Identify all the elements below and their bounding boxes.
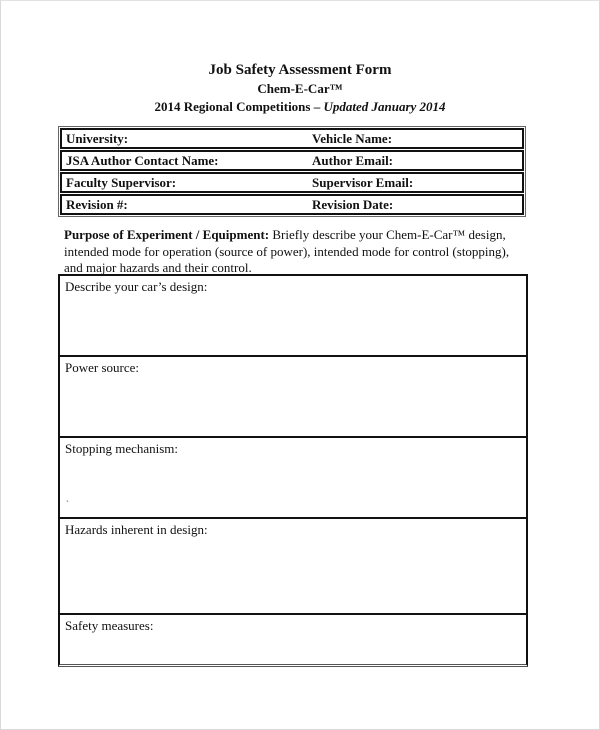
competition-text: 2014 Regional Competitions – xyxy=(154,99,324,114)
form-header xyxy=(0,61,600,115)
hazards-box[interactable] xyxy=(60,519,526,615)
stopping-mechanism-label: Stopping mechanism: xyxy=(65,441,179,456)
power-source-box[interactable] xyxy=(60,357,526,438)
purpose-paragraph xyxy=(64,227,524,277)
design-table xyxy=(58,274,528,667)
stray-mark: ` xyxy=(66,499,69,509)
hazards-label: Hazards inherent in design: xyxy=(65,522,208,537)
university-field[interactable]: University: xyxy=(66,130,129,146)
vehicle-name-field[interactable]: Vehicle Name: xyxy=(312,130,393,146)
revision-number-field[interactable]: Revision #: xyxy=(66,196,128,212)
info-table xyxy=(58,126,526,217)
info-row-author xyxy=(60,150,524,171)
competition-line xyxy=(0,98,600,115)
form-subtitle: Chem-E-Car™ xyxy=(257,81,343,96)
info-row-university xyxy=(60,128,524,149)
safety-measures-box[interactable] xyxy=(60,615,526,664)
power-source-label: Power source: xyxy=(65,360,140,375)
design-description-label: Describe your car’s design: xyxy=(65,279,208,294)
updated-date: Updated January 2014 xyxy=(323,99,446,114)
purpose-heading: Purpose of Experiment / Equipment: xyxy=(64,227,270,242)
design-description-box[interactable] xyxy=(60,276,526,357)
author-email-field[interactable]: Author Email: xyxy=(312,152,394,168)
jsa-author-field[interactable]: JSA Author Contact Name: xyxy=(66,152,219,168)
purpose-text: Briefly describe your Chem-E-Car™ design, intended mode for operation (source of power), intended mode for control (stopping), and major hazards and their control. xyxy=(64,227,510,275)
stopping-mechanism-box[interactable] xyxy=(60,438,526,519)
supervisor-email-field[interactable]: Supervisor Email: xyxy=(312,174,414,190)
safety-measures-label: Safety measures: xyxy=(65,618,154,633)
revision-date-field[interactable]: Revision Date: xyxy=(312,196,394,212)
info-row-supervisor xyxy=(60,172,524,193)
info-row-revision xyxy=(60,194,524,215)
form-title: Job Safety Assessment Form xyxy=(208,62,392,78)
faculty-supervisor-field[interactable]: Faculty Supervisor: xyxy=(66,174,177,190)
